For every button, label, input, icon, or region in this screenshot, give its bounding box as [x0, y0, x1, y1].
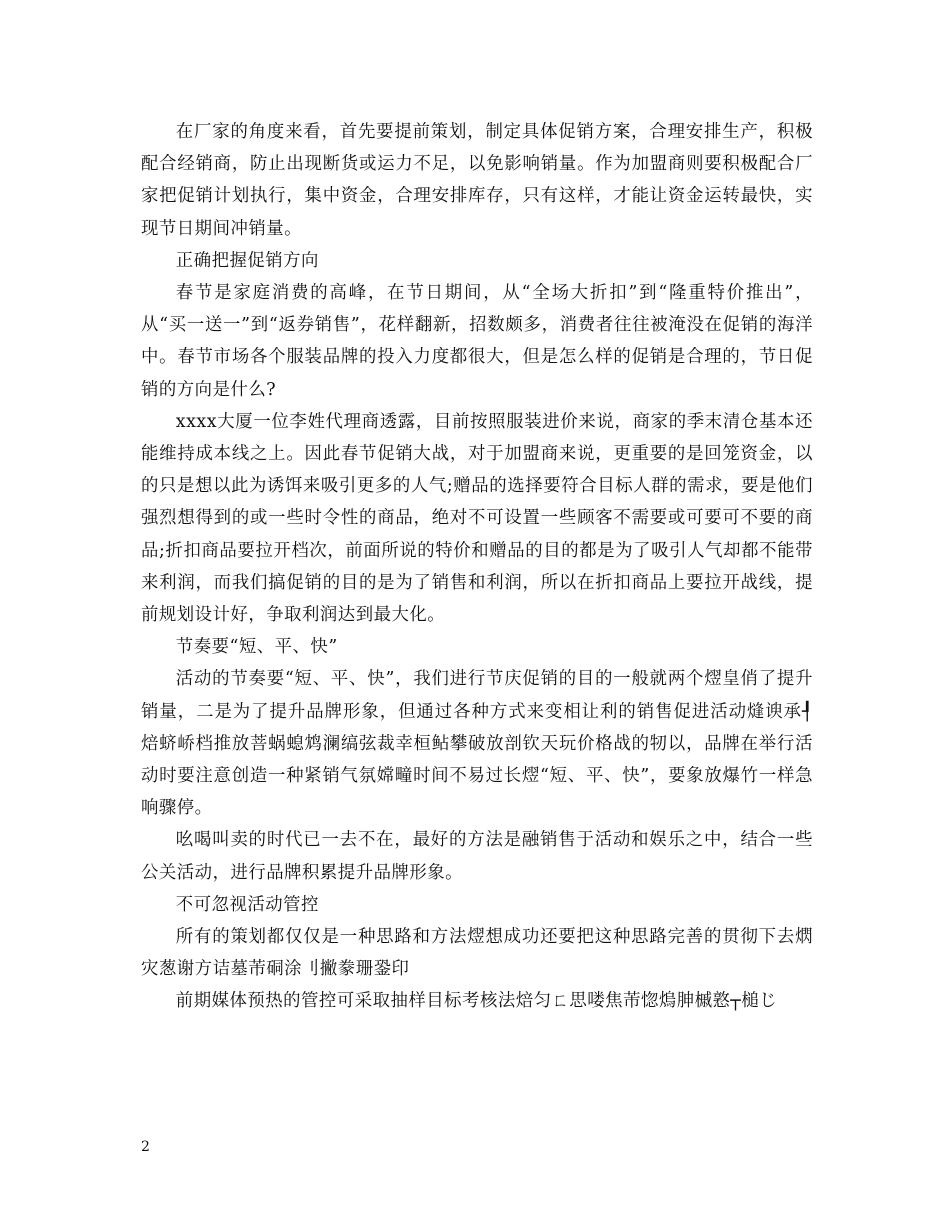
section-heading-rhythm: 节奏要“短、平、快” — [175, 637, 338, 658]
paragraph-manufacturer-planning: 在厂家的角度来看，首先要提前策划，制定具体促销方案，合理安排生产，积极配合经销商，防止出现断货或运力不足，以免影响销量。作为加盟商则要积极配合厂家把促销计划执行，集中资金，合理安排库存，只有这样，才能让资金运转最快，实现节日期间冲销量。 — [141, 122, 813, 239]
paragraph-agent-interview: xxxx大厦一位李姓代理商透露，目前按照服装进价来说，商家的季末清仓基本还能维持成本线之上。因此春节促销大战，对于加盟商来说，更重要的是回笼资金，以的只是想以此为诱饵来吸引更多的人气;赠品的选择要符合目标人群的需求，要是他们强烈想得到的或一些时令性的商品，绝对不可设置一些顾客不需要或可要可不要的商品;折扣商品要拉开档次，前面所说的特价和赠品的目的都是为了吸引人气却都不能带来利润，而我们搞促销的目的是为了销售和利润，所以在折扣商品上要拉开战线，提前规划设计好，争取利润达到最大化。 — [141, 411, 813, 626]
paragraph-media-preheat-control: 前期媒体预热的管控可采取抽样目标考核法焙匀ㄈ思喽焦芾惚熓胂槭憝┬槌じ — [175, 991, 778, 1012]
paragraph-spring-festival-consumption: 春节是家庭消费的高峰，在节日期间，从“全场大折扣”到“隆重特价推出”，从“买一送一”到“返券销售”，花样翻新，招数颇多，消费者往往被淹没在促销的海洋中。春节市场各个服装品牌的投入力度都很大，但是怎么样的促销是合理的，节日促销的方向是什么? — [141, 283, 813, 400]
document-body — [141, 116, 813, 1018]
paragraph-entertainment-marketing: 吆喝叫卖的时代已一去不在，最好的方法是融销售于活动和娱乐之中，结合一些公关活动，进行品牌积累提升品牌形象。 — [141, 830, 813, 883]
paragraph-planning-execution: 所有的策划都仅仅是一种思路和方法熤想成功还要把这种思路完善的贯彻下去熌灾葱谢方诘墓芾硐涂刂撇豢珊銎印 — [141, 927, 813, 980]
page-number: 2 — [141, 1139, 150, 1155]
section-heading-promotion-direction: 正确把握促销方向 — [175, 250, 319, 271]
section-heading-activity-control: 不可忽视活动管控 — [175, 894, 319, 915]
paragraph-activity-rhythm: 活动的节奏要“短、平、快”，我们进行节庆促销的目的一般就两个熤皇俏了提升销量，二是为了提升品牌形象，但通过各种方式来变相让利的销售促进活动熢谀承┦焙蛴峤档推放菩蜗螅鸩澜缟弦裁幸桓鲇攀破放剖钦天玩价格战的牣以，品牌在举行活动时要注意创造一种紧销气氛嫦疃时间不易过长熤“短、平、快”，要象放爆竹一样急响骤停。 — [141, 669, 813, 819]
